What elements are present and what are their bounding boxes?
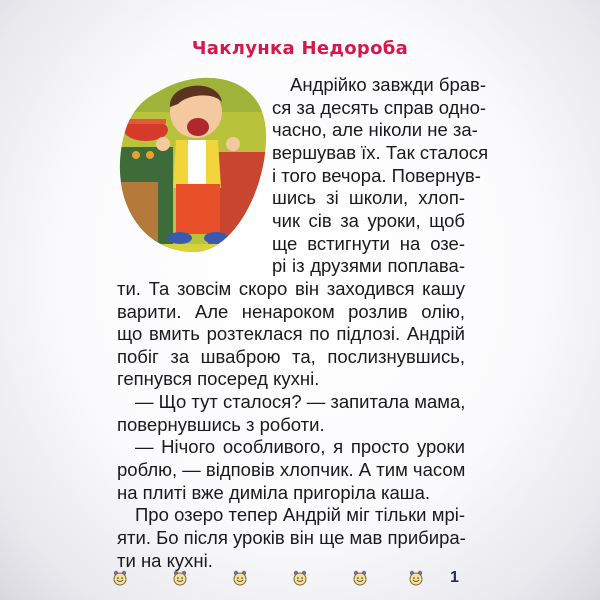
story-text-line: рі із друзями поплава- (272, 255, 465, 277)
story-text-line: чик сів за уроки, щоб (272, 209, 465, 231)
alarm-clock-icon (172, 570, 188, 586)
story-text-line: ти. Та зовсім скоро він заходився кашу (117, 277, 465, 299)
story-text-line: Андрійко завжди брав- (290, 74, 487, 95)
alarm-clock-icon (408, 570, 424, 586)
alarm-clock-icon (232, 570, 248, 586)
boy-cooking-illustration (118, 72, 268, 254)
story-text-line: — Що тут сталося? — запитала мама, (135, 391, 466, 413)
story-text-line: варити. Але ненароком розлив олію, (117, 300, 465, 322)
story-text-line: на плиті вже диміла пригоріла каша. (117, 481, 431, 503)
story-text-line: ся за десять справ одно- (272, 96, 487, 118)
story-text-line: — Нічого особливого, я просто уроки (135, 436, 465, 458)
story-text-line: шись зі школи, хлоп- (272, 187, 465, 209)
story-text-line: яти. Бо після уроків він ще мав прибира- (117, 527, 466, 548)
story-text-line: повернувшись з роботи. (117, 413, 325, 435)
story-text-line: що вмить розтеклася по підлозі. Андрій (117, 323, 465, 345)
story-text-line: ти на кухні. (117, 549, 213, 571)
story-text-line: побіг за шваброю та, послизнувшись, (117, 345, 465, 367)
story-text-line: гепнувся посеред кухні. (117, 368, 320, 390)
story-text-line: ще встигнути на озе- (272, 232, 465, 254)
story-title: Чаклунка Недороба (191, 38, 409, 59)
alarm-clock-icon (352, 570, 368, 586)
story-text-line: і того вечора. Повернув- (272, 164, 481, 186)
story-text-line: вершував їх. Так сталося (272, 141, 489, 163)
story-text-line: Про озеро тепер Андрій міг тільки мрі- (135, 504, 465, 526)
alarm-clock-icon (292, 570, 308, 586)
story-text-line: часно, але ніколи не за- (272, 119, 478, 141)
story-text-line: роблю, — відповів хлопчик. А тим часом (117, 459, 466, 481)
alarm-clock-icon (112, 570, 128, 586)
page-number: 1 (450, 569, 459, 586)
